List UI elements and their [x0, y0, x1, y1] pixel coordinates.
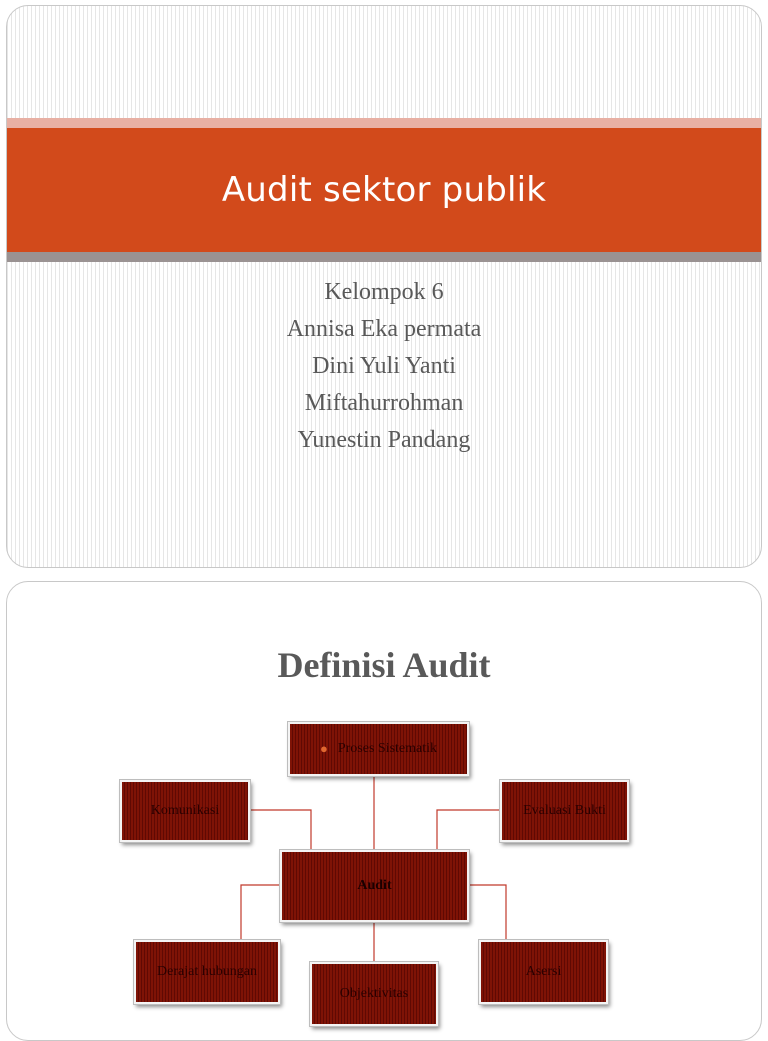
diagram-box-center — [280, 850, 469, 922]
diagram-label-bottom-center: Objektivitas — [339, 986, 409, 1001]
connector-center-bottom-right — [468, 885, 543, 942]
title-band — [7, 128, 761, 252]
diagram-box-right — [500, 780, 629, 842]
subtitle-group: Kelompok 6 — [324, 279, 444, 305]
diagram-label-right: Evaluasi Bukti — [523, 803, 606, 818]
diagram-label-top: Proses Sistematik — [337, 741, 438, 756]
diagram-label-left: Komunikasi — [150, 803, 220, 818]
subtitle-member-1: Annisa Eka permata — [286, 316, 482, 342]
diagram-label-bottom-left: Derajat hubungan — [157, 964, 257, 979]
diagram-label-bottom-right: Asersi — [525, 964, 562, 979]
diagram-box-bottom-center — [310, 962, 438, 1026]
accent-band-top — [7, 118, 761, 128]
diagram-box-left — [120, 780, 250, 842]
diagram-label-center: Audit — [357, 878, 392, 893]
diagram-box-bottom-left — [134, 940, 280, 1004]
subtitle-member-2: Dini Yuli Yanti — [312, 353, 456, 379]
subtitle-block — [7, 274, 761, 459]
subtitle-member-3: Miftahurrohman — [304, 390, 464, 416]
slide-title — [6, 5, 762, 568]
subtitle-member-4: Yunestin Pandang — [297, 427, 471, 453]
diagram-box-bottom-right — [479, 940, 608, 1004]
connector-center-bottom-left — [207, 885, 280, 942]
connector-right-center — [437, 810, 500, 850]
definition-title: Definisi Audit — [277, 645, 491, 685]
slide-definition — [6, 581, 762, 1041]
slide-title-text: Audit sektor publik — [221, 170, 547, 210]
diagram-box-top — [288, 722, 469, 776]
bullet-icon: ● — [319, 741, 328, 756]
connector-left-center — [251, 810, 311, 850]
accent-band-bottom — [7, 252, 761, 262]
